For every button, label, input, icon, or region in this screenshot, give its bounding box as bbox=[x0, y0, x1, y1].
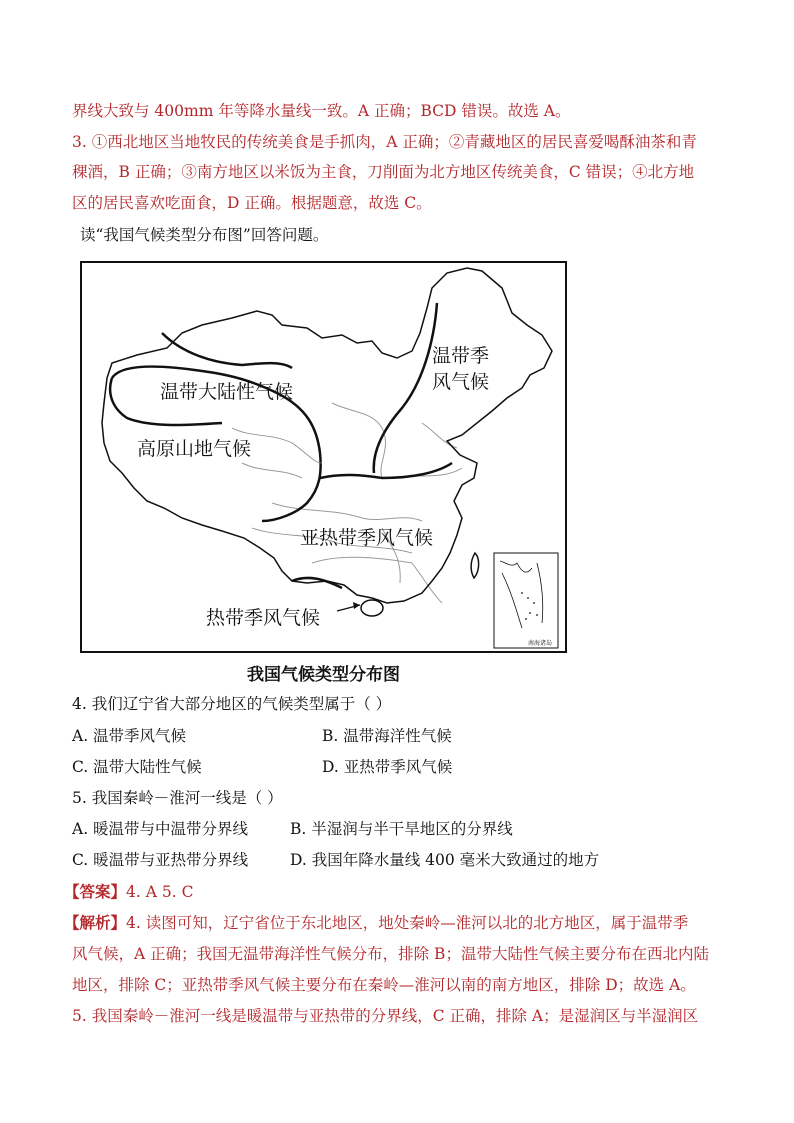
inset-label: 南海诸岛 bbox=[528, 640, 553, 647]
explanation-line-1: 界线大致与 400mm 年等降水量线一致。A 正确；BCD 错误。故选 A。 bbox=[72, 102, 571, 120]
q5-option-c: C. 暖温带与亚热带分界线 bbox=[72, 851, 249, 869]
label-temperate-monsoon-1: 温带季 bbox=[432, 345, 490, 367]
explanation-line-4: 区的居民喜欢吃面食，D 正确。根据题意，故选 C。 bbox=[72, 194, 432, 212]
answer-tag: 【答案】 bbox=[64, 882, 127, 901]
q4-option-d: D. 亚热带季风气候 bbox=[322, 758, 453, 776]
analysis-line-4: 5. 我国秦岭－淮河一线是暖温带与亚热带的分界线，C 正确，排除 A；是湿润区与半湿润区 bbox=[72, 1007, 699, 1025]
taiwan-island bbox=[471, 553, 479, 578]
q4-option-c: C. 温带大陆性气候 bbox=[72, 758, 202, 776]
explanation-line-3: 稞酒，B 正确；③南方地区以米饭为主食，刀削面为北方地区传统美食，C 错误；④北方地 bbox=[72, 163, 695, 181]
label-tropical-monsoon: 热带季风气候 bbox=[206, 607, 321, 629]
analysis-text-1: 4. 读图可知，辽宁省位于东北地区，地处秦岭—淮河以北的北方地区，属于温带季 bbox=[126, 914, 689, 932]
label-temperate-monsoon-2: 风气候 bbox=[432, 371, 490, 393]
analysis-line-2: 风气候，A 正确；我国无温带海洋性气候分布，排除 B；温带大陆性气候主要分布在西北内陆 bbox=[72, 945, 709, 963]
q4-option-b: B. 温带海洋性气候 bbox=[322, 727, 452, 745]
south-china-sea-inset bbox=[494, 553, 558, 648]
q5-option-a: A. 暖温带与中温带分界线 bbox=[72, 820, 249, 838]
label-subtropical-monsoon: 亚热带季风气候 bbox=[300, 527, 434, 549]
map-caption: 我国气候类型分布图 bbox=[247, 665, 400, 685]
answer-line bbox=[64, 882, 193, 902]
climate-map bbox=[80, 261, 567, 653]
answer-text: 4. A 5. C bbox=[126, 883, 194, 901]
q5-option-b: B. 半湿润与半干旱地区的分界线 bbox=[290, 820, 513, 838]
explanation-line-2: 3. ①西北地区当地牧民的传统美食是手抓肉，A 正确；②青藏地区的居民喜爱喝酥油茶和青 bbox=[72, 133, 697, 151]
q5-option-d: D. 我国年降水量线 400 毫米大致通过的地方 bbox=[290, 851, 600, 869]
analysis-tag: 【解析】 bbox=[64, 913, 127, 932]
map-instruction: 读“我国气候类型分布图”回答问题。 bbox=[80, 226, 329, 244]
analysis-line-3: 地区，排除 C；亚热带季风气候主要分布在秦岭—淮河以南的南方地区，排除 D；故选 A。 bbox=[72, 976, 696, 994]
q4-option-a: A. 温带季风气候 bbox=[72, 727, 187, 745]
label-plateau-mountain: 高原山地气候 bbox=[137, 438, 252, 460]
label-temperate-continental: 温带大陆性气候 bbox=[160, 381, 294, 403]
analysis-line-1 bbox=[64, 913, 688, 933]
hainan-island bbox=[361, 600, 383, 616]
question-4-stem: 4. 我们辽宁省大部分地区的气候类型属于（ ） bbox=[72, 695, 392, 713]
question-5-stem: 5. 我国秦岭－淮河一线是（ ） bbox=[72, 789, 283, 807]
